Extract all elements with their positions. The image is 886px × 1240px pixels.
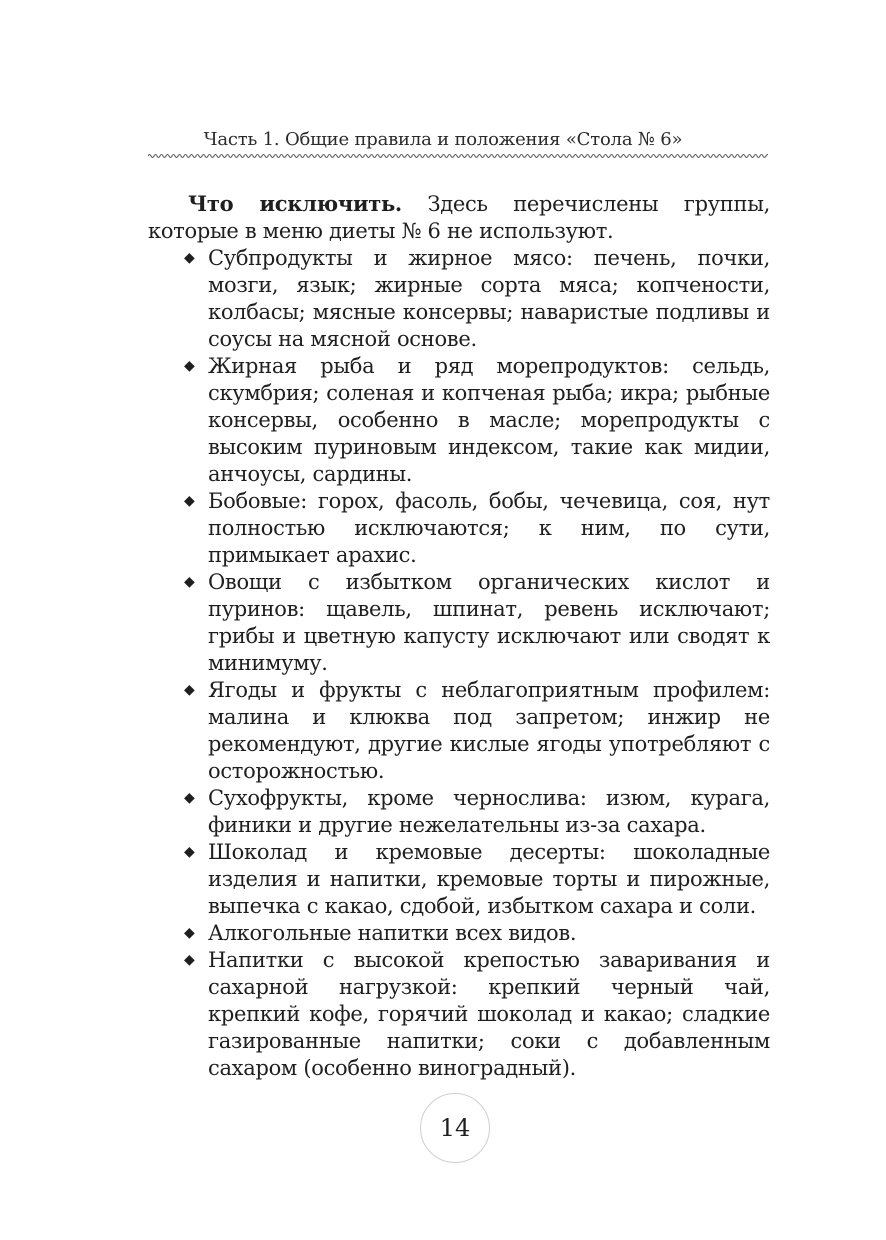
list-item (148, 947, 770, 1082)
list-item (148, 920, 770, 947)
list-item (148, 785, 770, 839)
diamond-bullet-icon: ◆ (184, 844, 195, 860)
list-item (148, 677, 770, 785)
intro-lead: Что исключить. (188, 191, 402, 216)
list-item (148, 353, 770, 488)
diamond-bullet-icon: ◆ (184, 682, 195, 698)
list-item (148, 569, 770, 677)
diamond-bullet-icon: ◆ (184, 250, 195, 266)
diamond-bullet-icon: ◆ (184, 952, 195, 968)
list-item-text: Алкогольные напитки всех видов. (208, 921, 577, 945)
list-item-text: Сухофрукты, кроме чернослива: изюм, курага, финики и другие нежелательны из-за сахара. (208, 786, 770, 837)
list-item-text: Бобовые: горох, фасоль, бобы, чечевица, соя, нут полностью исключаются; к ним, по сути, примыкает арахис. (208, 489, 770, 567)
exclusion-list (148, 245, 770, 1082)
wavy-header-rule (148, 152, 768, 160)
diamond-bullet-icon: ◆ (184, 790, 195, 806)
intro-text: Здесь перечислены группы, которые в меню диеты № 6 не используют. (148, 192, 770, 243)
main-content (148, 190, 770, 1082)
list-item (148, 488, 770, 569)
diamond-bullet-icon: ◆ (184, 358, 195, 374)
running-header: Часть 1. Общие правила и положения «Стола № 6» (203, 129, 683, 150)
diamond-bullet-icon: ◆ (184, 493, 195, 509)
list-item (148, 839, 770, 920)
list-item-text: Шоколад и кремовые десерты: шоколадные изделия и напитки, кремовые торты и пирожные, выпечка с какао, сдобой, избытком сахара и соли. (208, 840, 770, 918)
list-item-text: Овощи с избытком органических кислот и пуринов: щавель, шпинат, ревень исключают; грибы и цветную капусту исключают или сводят к минимуму. (208, 570, 770, 675)
list-item (148, 245, 770, 353)
diamond-bullet-icon: ◆ (184, 925, 195, 941)
list-item-text: Жирная рыба и ряд морепродуктов: сельдь, скумбрия; соленая и копченая рыба; икра; рыбные консервы, особенно в масле; морепродукты с высоким пуриновым индексом, такие как мидии, анчоусы, сардины. (208, 354, 770, 486)
list-item-text: Ягоды и фрукты с неблагоприятным профилем: малина и клюква под запретом; инжир не рекомендуют, другие кислые ягоды употребляют с осторожностью. (208, 678, 770, 783)
diamond-bullet-icon: ◆ (184, 574, 195, 590)
intro-paragraph (148, 190, 770, 245)
list-item-text: Субпродукты и жирное мясо: печень, почки, мозги, язык; жирные сорта мяса; копчености, колбасы; мясные консервы; наваристые подливы и соусы на мясной основе. (208, 246, 770, 351)
page-number: 14 (420, 1093, 490, 1163)
list-item-text: Напитки с высокой крепостью заваривания и сахарной нагрузкой: крепкий черный чай, крепкий кофе, горячий шоколад и какао; сладкие газированные напитки; соки с добавленным сахаром (особенно виноградный). (208, 948, 770, 1080)
